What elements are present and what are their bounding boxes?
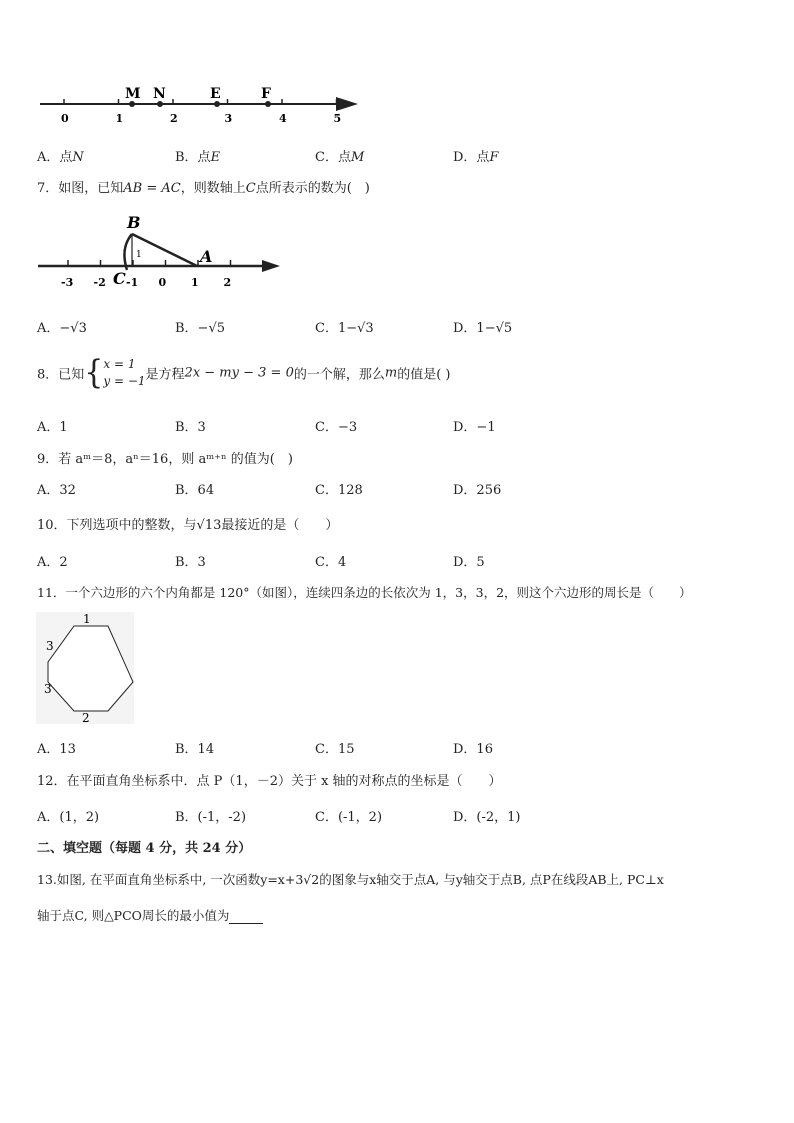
q7-option-d[interactable]: D．1−√5 xyxy=(453,321,513,336)
tick-label: 3 xyxy=(224,112,233,125)
q7-option-a[interactable]: A．−√3 xyxy=(37,321,87,336)
label-height-1: 1 xyxy=(136,250,142,260)
q8-option-d[interactable]: D．−1 xyxy=(453,420,496,435)
label-c: C xyxy=(113,269,126,288)
q8-option-b[interactable]: B．3 xyxy=(175,420,206,435)
q6-option-b[interactable]: B．点E xyxy=(175,150,221,165)
tick-label: -2 xyxy=(93,276,106,289)
q7-option-b[interactable]: B．−√5 xyxy=(175,321,226,336)
hexagon-figure xyxy=(36,612,134,724)
segment-ab xyxy=(132,234,197,266)
q9-option-d[interactable]: D．256 xyxy=(453,483,502,498)
q11-option-d[interactable]: D．16 xyxy=(453,742,493,757)
q11-option-c[interactable]: C．15 xyxy=(315,742,355,757)
tick-label: 2 xyxy=(170,112,178,125)
hex-side-bottom: 2 xyxy=(82,711,90,724)
tick-label: 5 xyxy=(333,112,342,125)
hex-side-lower-left: 3 xyxy=(44,682,52,696)
tick-label: -1 xyxy=(126,276,139,289)
equation-system: x = 1 y = −1 xyxy=(103,357,146,388)
tick-label: 2 xyxy=(223,276,232,289)
q8-stem: 8．已知{x = 1 y = −1是方程2x − my − 3 = 0的一个解，那么m的值是( ) xyxy=(37,353,451,392)
hex-side-upper-left: 3 xyxy=(46,639,54,653)
tick-label: 0 xyxy=(61,112,69,125)
q6-option-c[interactable]: C．点M xyxy=(315,150,365,165)
tick-label: 4 xyxy=(279,112,287,125)
q8-option-c[interactable]: C．−3 xyxy=(315,420,358,435)
q9-option-a[interactable]: A．32 xyxy=(37,483,76,498)
section-heading: 二、填空题（每题 4 分，共 24 分） xyxy=(37,841,252,856)
q7-option-c[interactable]: C．1−√3 xyxy=(315,321,374,336)
answer-blank[interactable] xyxy=(229,911,263,924)
q12-option-c[interactable]: C．(-1，2) xyxy=(315,810,383,825)
q12-stem: 12．在平面直角坐标系中．点 P（1，－2）关于 x 轴的对称点的坐标是（ ） xyxy=(37,774,502,789)
hex-side-top: 1 xyxy=(83,612,91,626)
q10-option-c[interactable]: C．4 xyxy=(315,555,347,570)
q11-option-b[interactable]: B．14 xyxy=(175,742,215,757)
point-label: F xyxy=(261,86,271,102)
label-a: A xyxy=(200,247,213,266)
number-line-figure-q7 xyxy=(34,212,284,294)
tick-label: -3 xyxy=(61,276,74,289)
q13-line2: 轴于点C, 则△PCO周长的最小值为 xyxy=(37,906,263,924)
q8-option-a[interactable]: A．1 xyxy=(37,420,68,435)
q12-option-a[interactable]: A．(1，2) xyxy=(37,810,100,825)
q12-option-b[interactable]: B．(-1，-2) xyxy=(175,810,247,825)
number-line-figure-q6 xyxy=(36,82,366,126)
q9-option-c[interactable]: C．128 xyxy=(315,483,363,498)
arrow-head-icon xyxy=(336,97,358,111)
q12-option-d[interactable]: D．(-2，1) xyxy=(453,810,521,825)
q10-option-d[interactable]: D．5 xyxy=(453,555,485,570)
q9-stem: 9．若 aᵐ＝8，aⁿ＝16，则 aᵐ⁺ⁿ 的值为( ) xyxy=(37,452,293,467)
q7-arrow-head-icon xyxy=(262,260,280,272)
q10-option-b[interactable]: B．3 xyxy=(175,555,206,570)
arc-bc xyxy=(124,234,132,270)
tick-label: 0 xyxy=(158,276,167,289)
q11-option-a[interactable]: A．13 xyxy=(37,742,76,757)
point-label: E xyxy=(210,86,221,102)
q13-line1: 13.如图, 在平面直角坐标系中, 一次函数y=x+3√2的图象与x轴交于点A, 与y轴交于点B, 点P在线段AB上, PC⊥x xyxy=(37,872,664,887)
q6-option-d[interactable]: D．点F xyxy=(453,150,499,165)
q11-stem: 11．一个六边形的六个内角都是 120°（如图），连续四条边的长依次为 1，3，3，2，则这个六边形的周长是（ ） xyxy=(37,585,692,600)
point-label: N xyxy=(153,86,166,102)
q10-option-a[interactable]: A．2 xyxy=(37,555,68,570)
q9-option-b[interactable]: B．64 xyxy=(175,483,215,498)
q10-stem: 10．下列选项中的整数，与√13最接近的是（ ） xyxy=(37,518,339,533)
tick-label: 1 xyxy=(115,112,124,125)
tick-label: 1 xyxy=(191,276,199,289)
q7-stem: 7．如图，已知AB = AC，则数轴上C点所表示的数为( ) xyxy=(37,181,370,196)
q6-option-a[interactable]: A．点N xyxy=(37,150,84,165)
point-label: M xyxy=(125,86,141,102)
brace-icon: { xyxy=(84,353,104,392)
label-b: B xyxy=(127,213,141,232)
